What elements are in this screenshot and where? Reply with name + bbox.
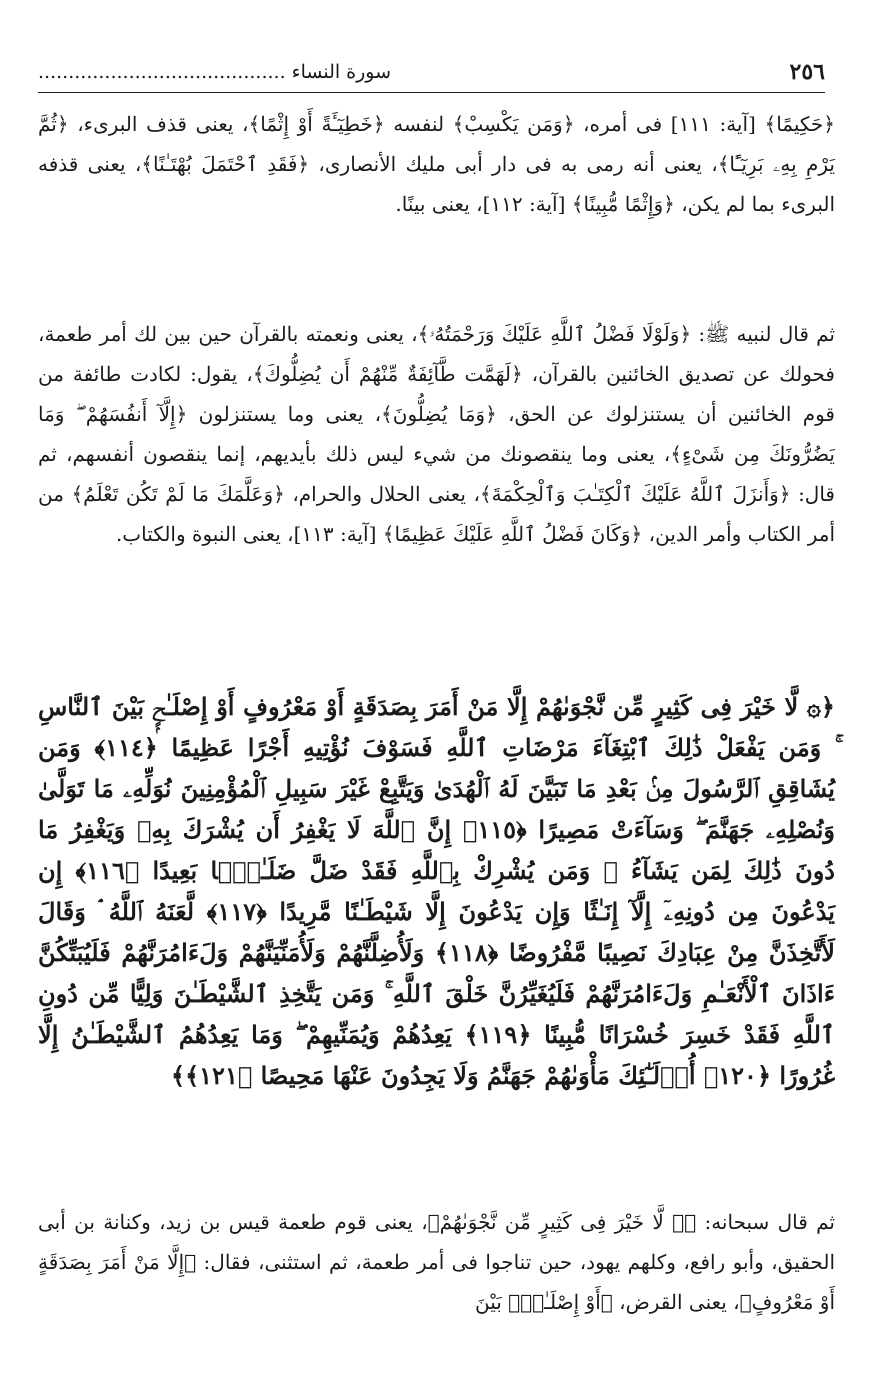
commentary-paragraph: ثم قال لنبيه ﷺ: ﴿وَلَوْلَا فَضْلُ ٱللَّهِ عَلَيْكَ وَرَحْمَتُهُۥ﴾، يعنى ونعمته بالقرآن حين بين لك أمر طعمة، فحولك عن تصديق الخائنين بالقرآن، ﴿لَهَمَّت طَّآئِفَةٌ مِّنْهُمْ أَن يُضِلُّوكَ﴾، يقول: لكادت طائفة من قوم الخائنين أن يستنزلوك عن الحق، ﴿وَمَا يُضِلُّونَ﴾، يعنى وما يستنزلون ﴿إِلَّآ أَنفُسَهُمْ ۖ وَمَا يَضُرُّونَكَ مِن شَىْءٍ﴾، يعنى وما ينقصونك من شيء ليس ذلك بأيديهم، إنما ينقصون أنفسهم، ثم قال: ﴿وَأَنزَلَ ٱللَّهُ عَلَيْكَ ٱلْكِتَـٰبَ وَٱلْحِكْمَةَ﴾، يعنى الحلال والحرام، ﴿وَعَلَّمَكَ مَا لَمْ تَكُن تَعْلَمُ﴾ من أمر الكتاب وأمر الدين، ﴿وَكَانَ فَضْلُ ٱللَّهِ عَلَيْكَ عَظِيمًا﴾ [آية: ١١٣]، يعنى النبوة والكتاب. [38,322,835,546]
commentary-paragraph: ﴿حَكِيمًا﴾ [آية: ١١١] فى أمره، ﴿وَمَن يَكْسِبْ﴾ لنفسه ﴿خَطِيٓـَٔةً أَوْ إِثْمًا﴾، يعنى قذف البرىء، ﴿ثُمَّ يَرْمِ بِهِۦ بَرِيٓـًٔا﴾، يعنى أنه رمى به فى دار أبى مليك الأنصارى، ﴿فَقَدِ ٱحْتَمَلَ بُهْتَـٰنًا﴾، يعنى قذفه البرىء بما لم يكن، ﴿وَإِثْمًا مُّبِينًا﴾ [آية: ١١٢]، يعنى بينًا. [38,112,836,216]
running-title: سورة النساء ......................................... [38,61,392,83]
commentary-paragraph: ثم قال سبحانه: ﴿۞ لَّا خَيْرَ فِى كَثِيرٍ مِّن نَّجْوَىٰهُمْ﴾، يعنى قوم طعمة قيس بن زيد، وكنانة بن أبى الحقيق، وأبو رافع، وكلهم يهود، حين تناجوا فى أمر طعمة، ثم استثنى، فقال: ﴿إِلَّا مَنْ أَمَرَ بِصَدَقَةٍ أَوْ مَعْرُوفٍ﴾، يعنى القرض، ﴿أَوْ إِصْلَـٰحٍۭ بَيْنَ [38,1210,835,1314]
page-number: ٢٥٦ [789,59,825,85]
quran-verses-block: ﴿۞ لَّا خَيْرَ فِى كَثِيرٍ مِّن نَّجْوَىٰهُمْ إِلَّا مَنْ أَمَرَ بِصَدَقَةٍ أَوْ مَعْرُوفٍ أَوْ إِصْلَـٰحٍۭ بَيْنَ ٱلنَّاسِ ۚ وَمَن يَفْعَلْ ذَٰلِكَ ٱبْتِغَآءَ مَرْضَاتِ ٱللَّهِ فَسَوْفَ نُؤْتِيهِ أَجْرًا عَظِيمًا ﴿١١٤﴾ وَمَن يُشَاقِقِ ٱلرَّسُولَ مِنۢ بَعْدِ مَا تَبَيَّنَ لَهُ ٱلْهُدَىٰ وَيَتَّبِعْ غَيْرَ سَبِيلِ ٱلْمُؤْمِنِينَ نُوَلِّهِۦ مَا تَوَلَّىٰ وَنُصْلِهِۦ جَهَنَّمَ ۖ وَسَآءَتْ مَصِيرًا ﴿١١٥﴾ إِنَّ ٱللَّهَ لَا يَغْفِرُ أَن يُشْرَكَ بِهِۦ وَيَغْفِرُ مَا دُونَ ذَٰلِكَ لِمَن يَشَآءُ ۚ وَمَن يُشْرِكْ بِٱللَّهِ فَقَدْ ضَلَّ ضَلَـٰلًۢا بَعِيدًا ﴿١١٦﴾ إِن يَدْعُونَ مِن دُونِهِۦٓ إِلَّآ إِنَـٰثًا وَإِن يَدْعُونَ إِلَّا شَيْطَـٰنًا مَّرِيدًا ﴿١١٧﴾ لَّعَنَهُ ٱللَّهُ ۘ وَقَالَ لَأَتَّخِذَنَّ مِنْ عِبَادِكَ نَصِيبًا مَّفْرُوضًا ﴿١١٨﴾ وَلَأُضِلَّنَّهُمْ وَلَأُمَنِّيَنَّهُمْ وَلَءَامُرَنَّهُمْ فَلَيُبَتِّكُنَّ ءَاذَانَ ٱلْأَنْعَـٰمِ وَلَءَامُرَنَّهُمْ فَلَيُغَيِّرُنَّ خَلْقَ ٱللَّهِ ۚ وَمَن يَتَّخِذِ ٱلشَّيْطَـٰنَ وَلِيًّا مِّن دُونِ ٱللَّهِ فَقَدْ خَسِرَ خُسْرَانًا مُّبِينًا ﴿١١٩﴾ يَعِدُهُمْ وَيُمَنِّيهِمْ ۖ وَمَا يَعِدُهُمُ ٱلشَّيْطَـٰنُ إِلَّا غُرُورًا ﴿١٢٠﴾ أُو۟لَـٰٓئِكَ مَأْوَىٰهُمْ جَهَنَّمُ وَلَا يَجِدُونَ عَنْهَا مَحِيصًا ﴿١٢١﴾﴾ [38,692,836,1090]
page-header [38,52,825,93]
